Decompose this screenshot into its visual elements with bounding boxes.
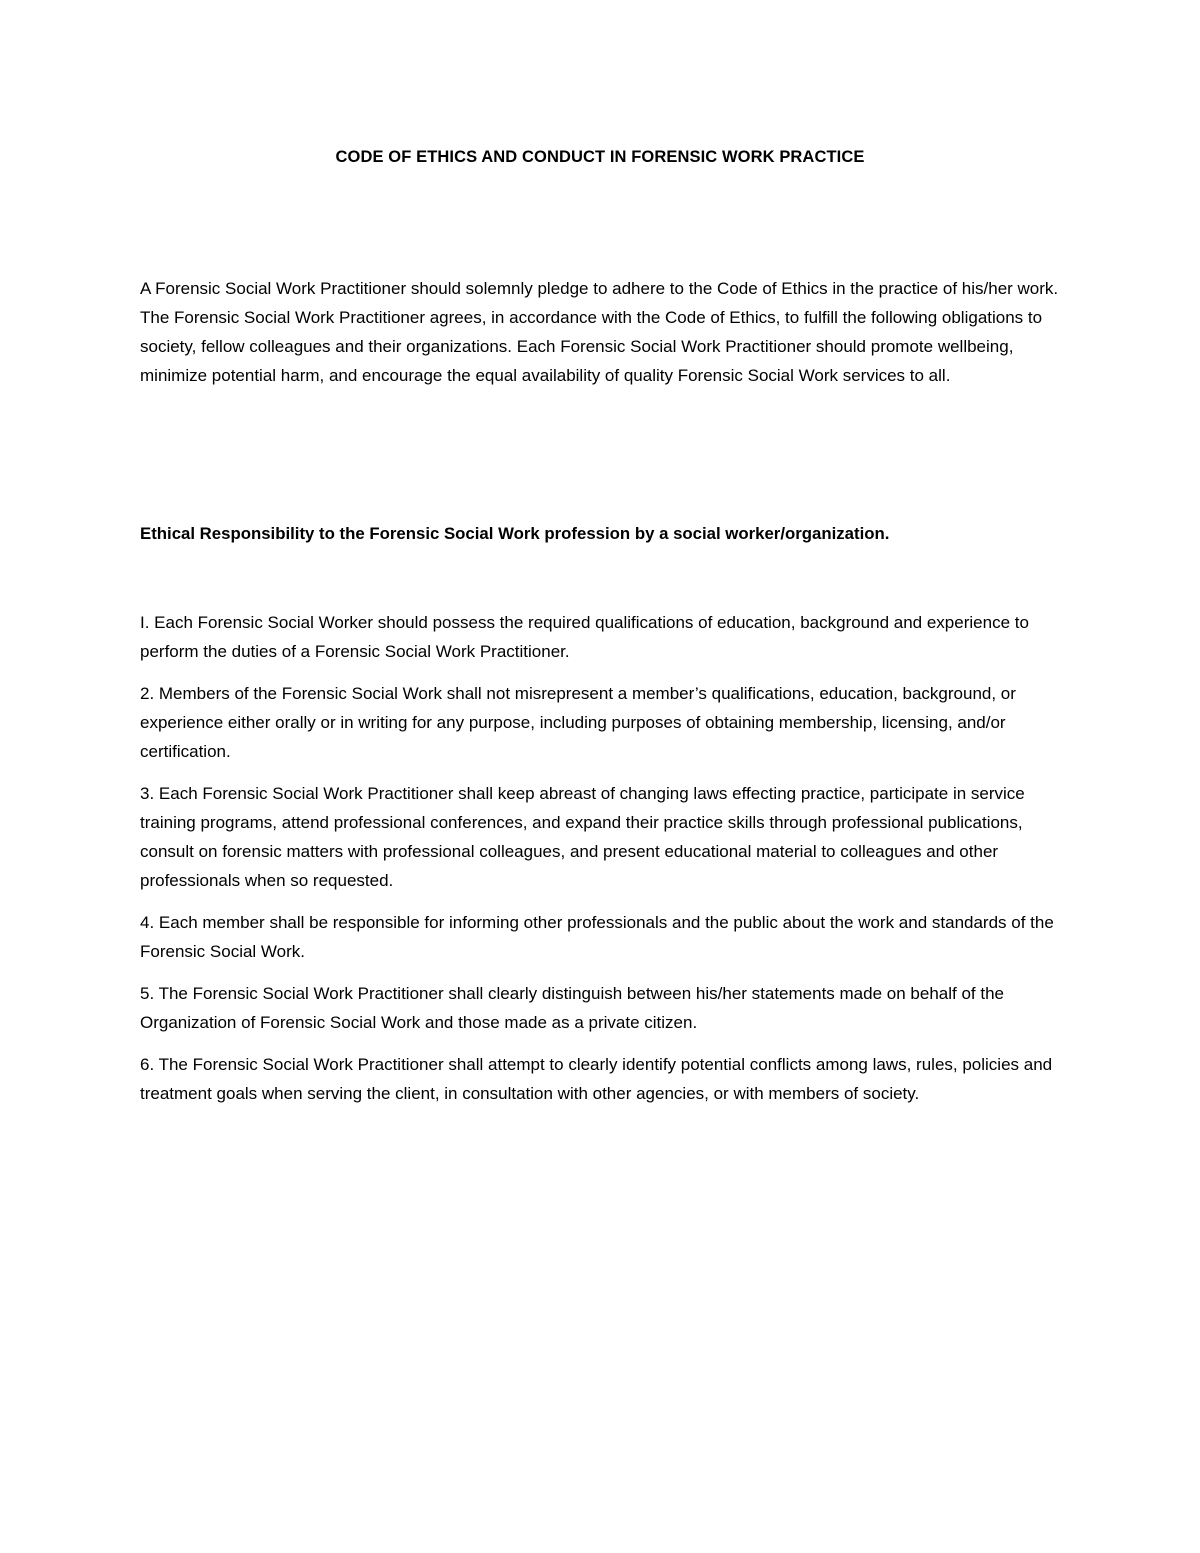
intro-paragraph: A Forensic Social Work Practitioner should solemnly pledge to adhere to the Code of Ethics in the practice of his/her work. The Forensic Social Work Practitioner agrees, in accordance with the Code of Ethics, to fulfill the following obligations to society, fellow colleagues and their organizations. Each Forensic Social Work Practitioner should promote wellbeing, minimize potential harm, and encourage the equal availability of quality Forensic Social Work services to all. xyxy=(140,279,1059,385)
obligations-list xyxy=(140,608,1065,1121)
section-heading: Ethical Responsibility to the Forensic Social Work profession by a social worker/organization. xyxy=(140,524,890,543)
list-item: 3. Each Forensic Social Work Practitioner shall keep abreast of changing laws effecting practice, participate in service training programs, attend professional conferences, and expand their practice skills through professional publications, consult on forensic matters with professional colleagues, and present educational material to colleagues and other professionals when so requested. xyxy=(140,784,1025,890)
list-item: 2. Members of the Forensic Social Work shall not misrepresent a member’s qualifications, education, background, or experience either orally or in writing for any purpose, including purposes of obtaining membership, licensing, and/or certification. xyxy=(140,684,1016,761)
list-item: I. Each Forensic Social Worker should possess the required qualifications of education, background and experience to perform the duties of a Forensic Social Work Practitioner. xyxy=(140,613,1029,661)
document-title: CODE OF ETHICS AND CONDUCT IN FORENSIC WORK PRACTICE xyxy=(335,148,865,166)
list-item: 4. Each member shall be responsible for informing other professionals and the public about the work and standards of the Forensic Social Work. xyxy=(140,913,1054,961)
list-item: 5. The Forensic Social Work Practitioner shall clearly distinguish between his/her statements made on behalf of the Organization of Forensic Social Work and those made as a private citizen. xyxy=(140,984,1004,1032)
list-item: 6. The Forensic Social Work Practitioner shall attempt to clearly identify potential conflicts among laws, rules, policies and treatment goals when serving the client, in consultation with other agencies, or with members of society. xyxy=(140,1055,1053,1103)
